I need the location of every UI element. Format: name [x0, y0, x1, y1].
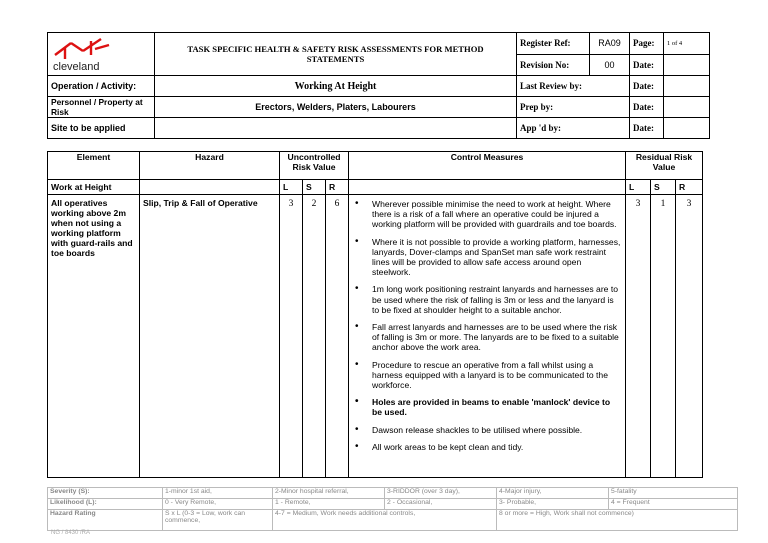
- uncontrolled-r-header: R: [326, 180, 349, 195]
- date-value: [664, 76, 710, 97]
- document-reference: NG / 8430 /RA: [51, 530, 91, 536]
- likelihood-1: 1 - Remote,: [273, 499, 385, 510]
- personnel-label: Personnel / Property at Risk: [48, 97, 155, 118]
- page-value: 1 of 4: [664, 33, 710, 55]
- list-item: • Holes are provided in beams to enable 'manlock' device to be used.: [372, 397, 622, 417]
- register-ref-label: Register Ref:: [517, 33, 590, 55]
- blank-cell: [140, 180, 280, 195]
- residual-s-value: 1: [651, 195, 676, 478]
- column-header-uncontrolled: Uncontrolled Risk Value: [280, 152, 349, 180]
- residual-r-value: 3: [676, 195, 703, 478]
- residual-r-header: R: [676, 180, 703, 195]
- uncontrolled-s-header: S: [303, 180, 326, 195]
- date-label: Date:: [630, 76, 664, 97]
- operation-value: Working At Height: [155, 76, 517, 97]
- list-item: • All work areas to be kept clean and tidy.: [372, 442, 622, 452]
- header-table: [47, 32, 710, 139]
- likelihood-2: 2 - Occasional,: [385, 499, 497, 510]
- operation-label: Operation / Activity:: [48, 76, 155, 97]
- hazard-rating-high: 8 or more = High, Work shall not commence): [497, 510, 738, 531]
- list-item: • 1m long work positioning restraint lanyards and harnesses are to be used where the risk of falling is 3m or less and the lanyard is to be fixed at shoulder height to a suitable anchor.: [372, 284, 622, 315]
- residual-l-value: 3: [626, 195, 651, 478]
- residual-l-header: L: [626, 180, 651, 195]
- severity-3: 3-RIDDOR (over 3 day),: [385, 488, 497, 499]
- residual-s-header: S: [651, 180, 676, 195]
- revision-label: Revision No:: [517, 54, 590, 76]
- risk-assessment-table: [47, 151, 703, 478]
- site-label: Site to be applied: [48, 118, 155, 139]
- hazard-rating-medium: 4-7 = Medium, Work needs additional controls,: [273, 510, 497, 531]
- section-title: Work at Height: [48, 180, 140, 195]
- hazard-rating-low: S x L (0-3 = Low, work can commence,: [163, 510, 273, 531]
- likelihood-4: 4 = Frequent: [609, 499, 738, 510]
- revision-value: 00: [590, 54, 630, 76]
- list-item: • Where it is not possible to provide a working platform, harnesses, lanyards, Dover-clamps and SpanSet man safe work restraint lines will be provided to allow safe access around open steelwork.: [372, 237, 622, 278]
- date-label: Date:: [630, 118, 664, 139]
- likelihood-0: 0 - Very Remote,: [163, 499, 273, 510]
- column-header-residual: Residual Risk Value: [626, 152, 703, 180]
- date-label: Date:: [630, 97, 664, 118]
- hazard-cell: Slip, Trip & Fall of Operative: [140, 195, 280, 478]
- date-value: [664, 97, 710, 118]
- uncontrolled-s-value: 2: [303, 195, 326, 478]
- severity-5: 5-fatality: [609, 488, 738, 499]
- date-label: Date:: [630, 54, 664, 76]
- severity-label: Severity (S):: [48, 488, 163, 499]
- hazard-rating-label: Hazard Rating: [48, 510, 163, 531]
- list-item: • Procedure to rescue an operative from a fall whilst using a harness equipped with a lanyard is to be communicated to the workforce.: [372, 360, 622, 391]
- personnel-value: Erectors, Welders, Platers, Labourers: [155, 97, 517, 118]
- site-value: [155, 118, 517, 139]
- uncontrolled-l-header: L: [280, 180, 303, 195]
- severity-4: 4-Major injury,: [497, 488, 609, 499]
- list-item: • Fall arrest lanyards and harnesses are to be used where the risk of falling is 3m or more. The lanyards are to be fixed to a suitable anchor above the work area.: [372, 322, 622, 353]
- cleveland-logo-icon: [51, 33, 151, 73]
- document-title: TASK SPECIFIC HEALTH & SAFETY RISK ASSESSMENTS FOR METHOD STATEMENTS: [155, 33, 517, 76]
- likelihood-3: 3- Probable,: [497, 499, 609, 510]
- approved-by-label: App 'd by:: [517, 118, 630, 139]
- severity-2: 2-Minor hospital referral,: [273, 488, 385, 499]
- likelihood-label: Likelihood (L):: [48, 499, 163, 510]
- prep-by-label: Prep by:: [517, 97, 630, 118]
- column-header-element: Element: [48, 152, 140, 180]
- control-measures-cell: [349, 195, 626, 478]
- register-ref-value: RA09: [590, 33, 630, 55]
- column-header-hazard: Hazard: [140, 152, 280, 180]
- uncontrolled-l-value: 3: [280, 195, 303, 478]
- list-item: • Dawson release shackles to be utilised where possible.: [372, 425, 622, 435]
- control-measures-list: [352, 199, 622, 452]
- uncontrolled-r-value: 6: [326, 195, 349, 478]
- element-cell: All operatives working above 2m when not using a working platform with guard-rails and toe boards: [48, 195, 140, 478]
- page-label: Page:: [630, 33, 664, 55]
- date-value: [664, 54, 710, 76]
- column-header-control-measures: Control Measures: [349, 152, 626, 180]
- table-row: [48, 195, 703, 478]
- blank-cell: [349, 180, 626, 195]
- risk-legend-table: [47, 487, 738, 531]
- logo-text: cleveland: [53, 61, 100, 73]
- last-review-label: Last Review by:: [517, 76, 630, 97]
- severity-1: 1-minor 1st aid,: [163, 488, 273, 499]
- list-item: • Wherever possible minimise the need to work at height. Where there is a risk of a fall where an operative could be injured a working platform will be provided with guardrails and toe boards.: [372, 199, 622, 230]
- date-value: [664, 118, 710, 139]
- company-logo: [48, 33, 155, 76]
